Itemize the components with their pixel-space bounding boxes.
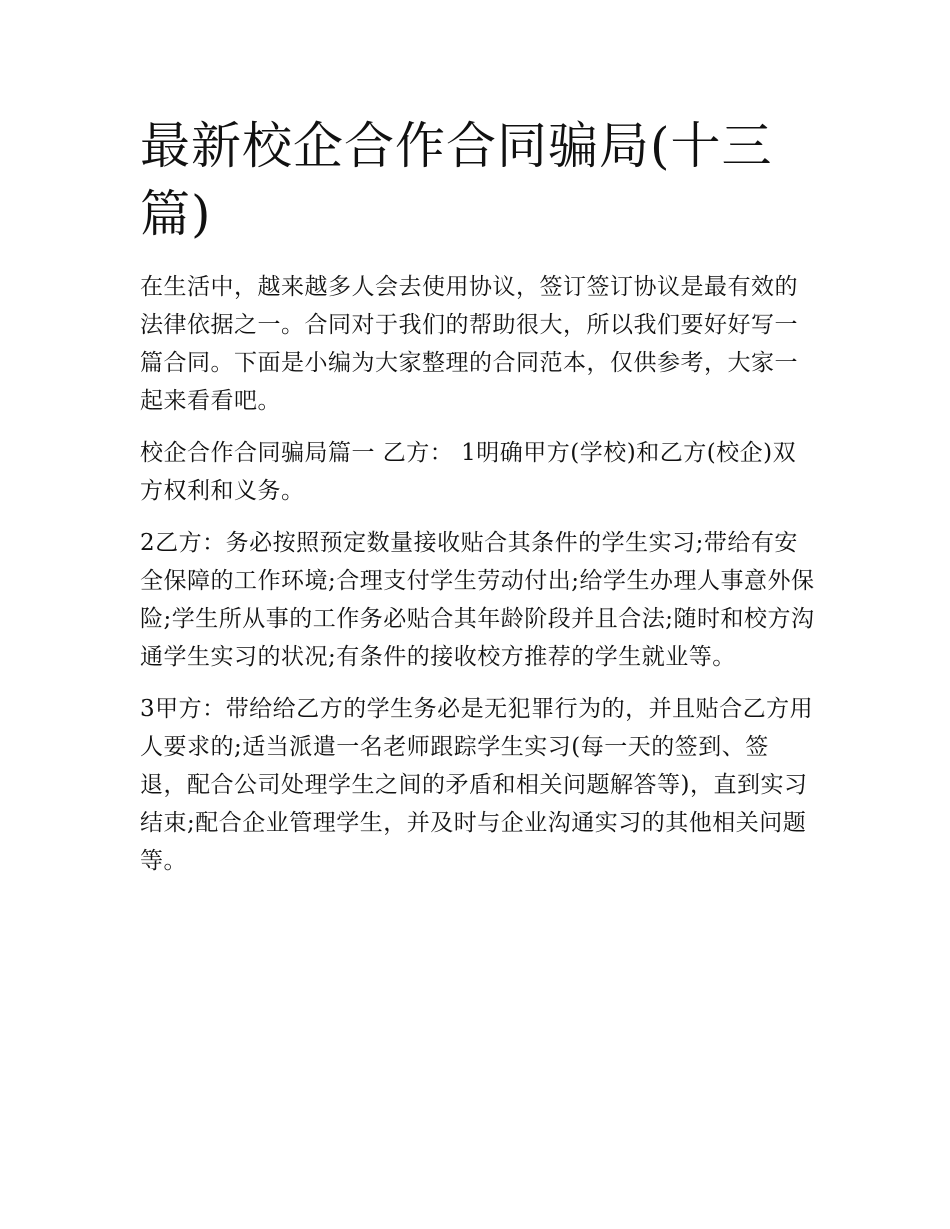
document-page	[140, 112, 815, 894]
document-title: 最新校企合作合同骗局(十三篇)	[140, 117, 773, 243]
paragraph-intro: 在生活中，越来越多人会去使用协议，签订签订协议是最有效的法律依据之一。合同对于我们的帮助很大，所以我们要好好写一篇合同。下面是小编为大家整理的合同范本，仅供参考，大家一起来看看吧。	[140, 274, 798, 414]
paragraph-section-3: 3甲方：带给给乙方的学生务必是无犯罪行为的，并且贴合乙方用人要求的;适当派遣一名老师跟踪学生实习(每一天的签到、签退，配合公司处理学生之间的矛盾和相关问题解答等)，直到实习结束;配合企业管理学生，并及时与企业沟通实习的其他相关问题等。	[140, 696, 814, 874]
paragraph-section-1: 校企合作合同骗局篇一 乙方： 1明确甲方(学校)和乙方(校企)双方权利和义务。	[140, 440, 797, 504]
paragraph-section-2: 2乙方：务必按照预定数量接收贴合其条件的学生实习;带给有安全保障的工作环境;合理支付学生劳动付出;给学生办理人事意外保险;学生所从事的工作务必贴合其年龄阶段并且合法;随时和校方沟通学生实习的状况;有条件的接收校方推荐的学生就业等。	[140, 530, 815, 670]
